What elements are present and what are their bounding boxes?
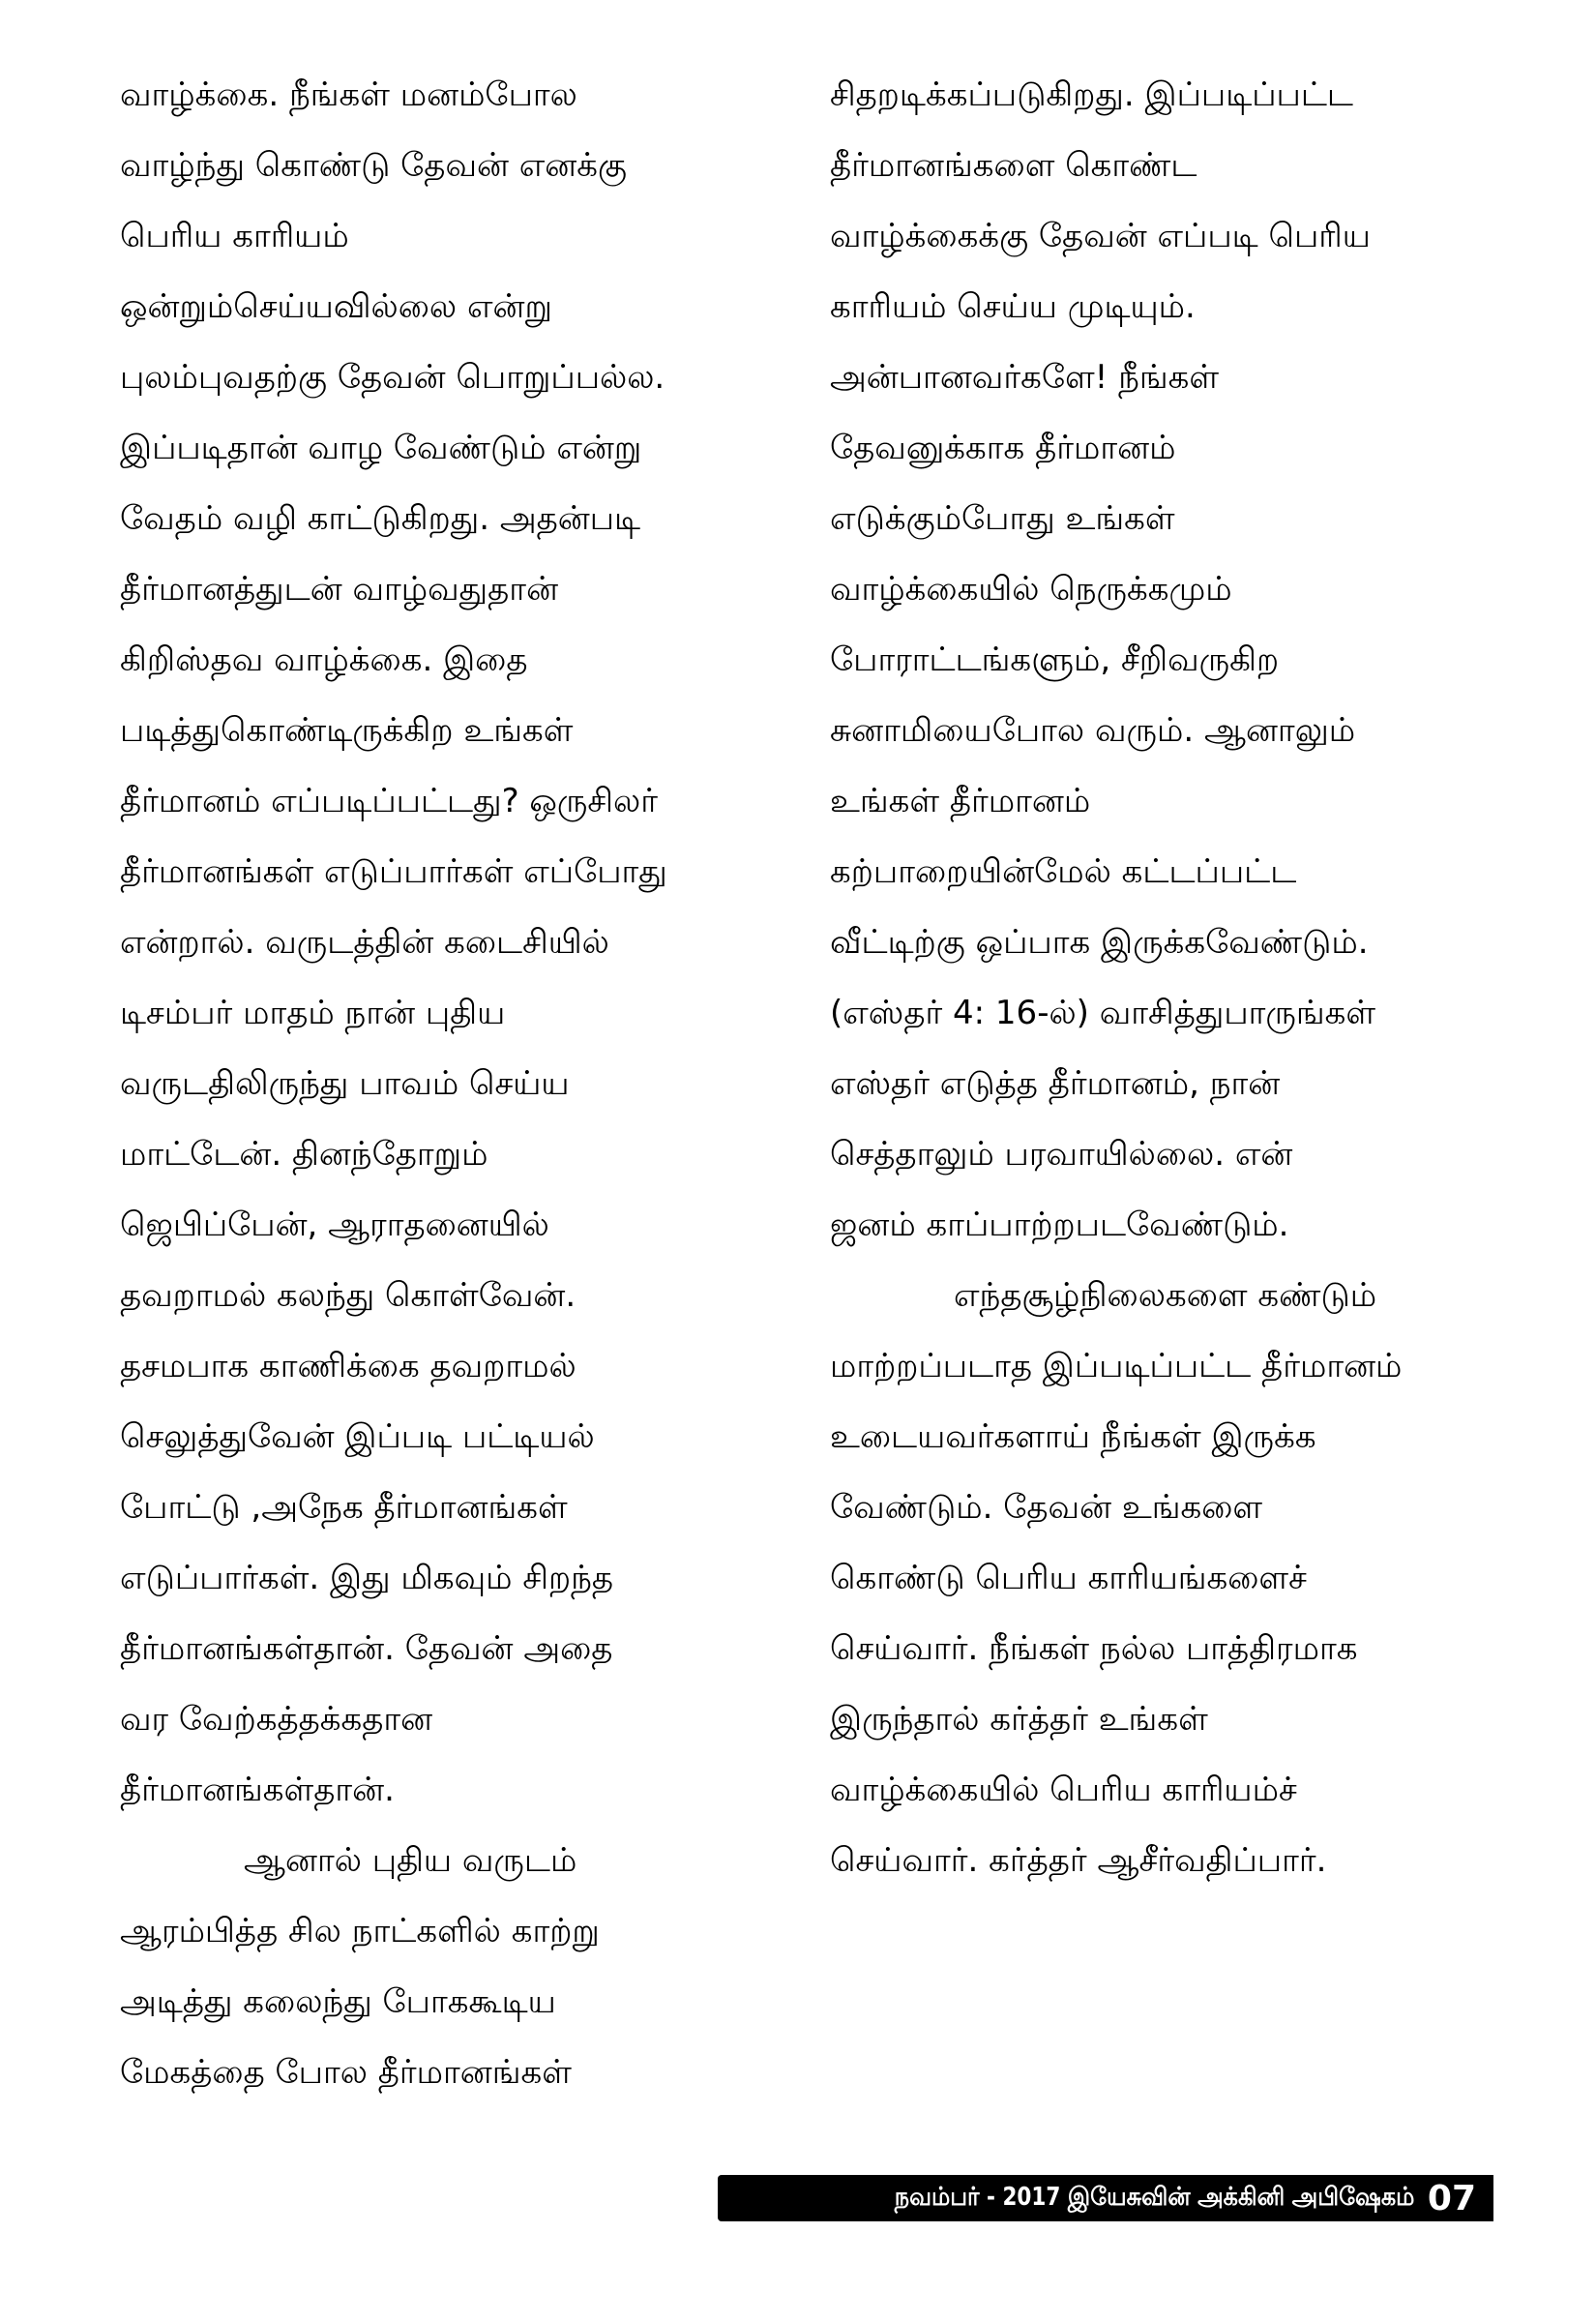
text-line: தீர்மானம் எப்படிப்பட்டது? ஒருசிலர் (120, 782, 659, 820)
text-line: உடையவர்களாய் நீங்கள் இருக்க (830, 1417, 1316, 1456)
text-line: காரியம் செய்ய முடியும். (830, 287, 1196, 326)
text-line: வீட்டிற்கு ஒப்பாக இருக்கவேண்டும். (830, 923, 1369, 962)
text-line: போராட்டங்களும், சீறிவருகிற (830, 640, 1280, 679)
text-line: வாழ்க்கை. நீங்கள் மனம்போல (120, 75, 577, 114)
text-line: அடித்து கலைந்து போககூடிய (120, 1982, 556, 2021)
text-line: அன்பானவர்களே! நீங்கள் (830, 358, 1220, 397)
text-line: பெரிய காரியம் (120, 217, 349, 255)
text-line: போட்டு ,அநேக தீர்மானங்கள் (120, 1488, 568, 1527)
text-line: வாழ்க்கையில் நெருக்கமும் (830, 570, 1232, 609)
text-line: செலுத்துவேன் இப்படி பட்டியல் (120, 1417, 595, 1456)
text-line: தீர்மானத்துடன் வாழ்வதுதான் (120, 570, 559, 609)
text-line: மாட்டேன். தினந்தோறும் (120, 1135, 488, 1174)
text-line: புலம்புவதற்கு தேவன் பொறுப்பல்ல. (120, 358, 665, 397)
text-line: ஆரம்பித்த சில நாட்களில் காற்று (120, 1912, 600, 1950)
page-footer-bar (718, 2175, 1493, 2221)
text-line: இப்படிதான் வாழ வேண்டும் என்று (120, 429, 642, 467)
text-line: எடுக்கும்போது உங்கள் (830, 499, 1175, 538)
text-line: செய்வார். கர்த்தர் ஆசீர்வதிப்பார். (830, 1841, 1327, 1880)
right-text-column (830, 60, 1507, 1896)
text-line: சுனாமியைபோல வரும். ஆனாலும் (830, 711, 1356, 750)
text-line: தீர்மானங்கள் எடுப்பார்கள் எப்போது (120, 852, 667, 891)
text-line: வேதம் வழி காட்டுகிறது. அதன்படி (120, 499, 641, 538)
paragraph-start-line: எந்தசூழ்நிலைகளை கண்டும் (954, 1276, 1377, 1315)
text-line: கற்பாறையின்மேல் கட்டப்பட்ட (830, 852, 1297, 891)
text-line: மாற்றப்படாத இப்படிப்பட்ட தீர்மானம் (830, 1347, 1403, 1385)
text-line: மேகத்தை போல தீர்மானங்கள் (120, 2053, 572, 2092)
text-line: வர வேற்கத்தக்கதான (120, 1700, 433, 1739)
text-line: வருடதிலிருந்து பாவம் செய்ய (120, 1064, 570, 1103)
text-line: ஜெபிப்பேன், ஆராதனையில் (120, 1206, 549, 1244)
text-line: தவறாமல் கலந்து கொள்வேன். (120, 1276, 576, 1315)
text-line: வேண்டும். தேவன் உங்களை (830, 1488, 1263, 1527)
text-line: கிறிஸ்தவ வாழ்க்கை. இதை (120, 640, 528, 679)
text-line: தசமபாக காணிக்கை தவறாமல் (120, 1347, 576, 1385)
text-line: டிசம்பர் மாதம் நான் புதிய (120, 994, 506, 1032)
text-line: வாழ்க்கைக்கு தேவன் எப்படி பெரிய (830, 217, 1371, 255)
text-line: வாழ்க்கையில் பெரிய காரியம்ச் (830, 1771, 1297, 1809)
text-line: இருந்தால் கர்த்தர் உங்கள் (830, 1700, 1208, 1739)
text-line: கொண்டு பெரிய காரியங்களைச் (830, 1559, 1307, 1597)
text-line: எஸ்தர் எடுத்த தீர்மானம், நான் (830, 1064, 1281, 1103)
text-line: செய்வார். நீங்கள் நல்ல பாத்திரமாக (830, 1629, 1358, 1668)
text-line: உங்கள் தீர்மானம் (830, 782, 1091, 820)
text-line: ஜனம் காப்பாற்றபடவேண்டும். (830, 1206, 1289, 1244)
text-line: தேவனுக்காக தீர்மானம் (830, 429, 1176, 467)
text-line: என்றால். வருடத்தின் கடைசியில் (120, 923, 609, 962)
text-line: தீர்மானங்கள்தான். தேவன் அதை (120, 1629, 613, 1668)
left-text-column (120, 60, 797, 2108)
text-line: (எஸ்தர் 4: 16-ல்) வாசித்துபாருங்கள் (830, 994, 1376, 1032)
text-line: படித்துகொண்டிருக்கிற உங்கள் (120, 711, 574, 750)
text-line: எடுப்பார்கள். இது மிகவும் சிறந்த (120, 1559, 614, 1597)
text-line: சிதறடிக்கப்படுகிறது. இப்படிப்பட்ட (830, 75, 1353, 114)
paragraph-start-line: ஆனால் புதிய வருடம் (244, 1841, 577, 1880)
page-number: 07 (1427, 2178, 1476, 2218)
footer-publication-text: நவம்பர் - 2017 இயேசுவின் அக்கினி அபிஷேகம் (894, 2182, 1414, 2212)
text-line: வாழ்ந்து கொண்டு தேவன் எனக்கு (120, 146, 628, 185)
text-line: ஒன்றும்செய்யவில்லை என்று (120, 287, 552, 326)
text-line: செத்தாலும் பரவாயில்லை. என் (830, 1135, 1293, 1174)
text-line: தீர்மானங்கள்தான். (120, 1771, 395, 1809)
text-line: தீர்மானங்களை கொண்ட (830, 146, 1197, 185)
